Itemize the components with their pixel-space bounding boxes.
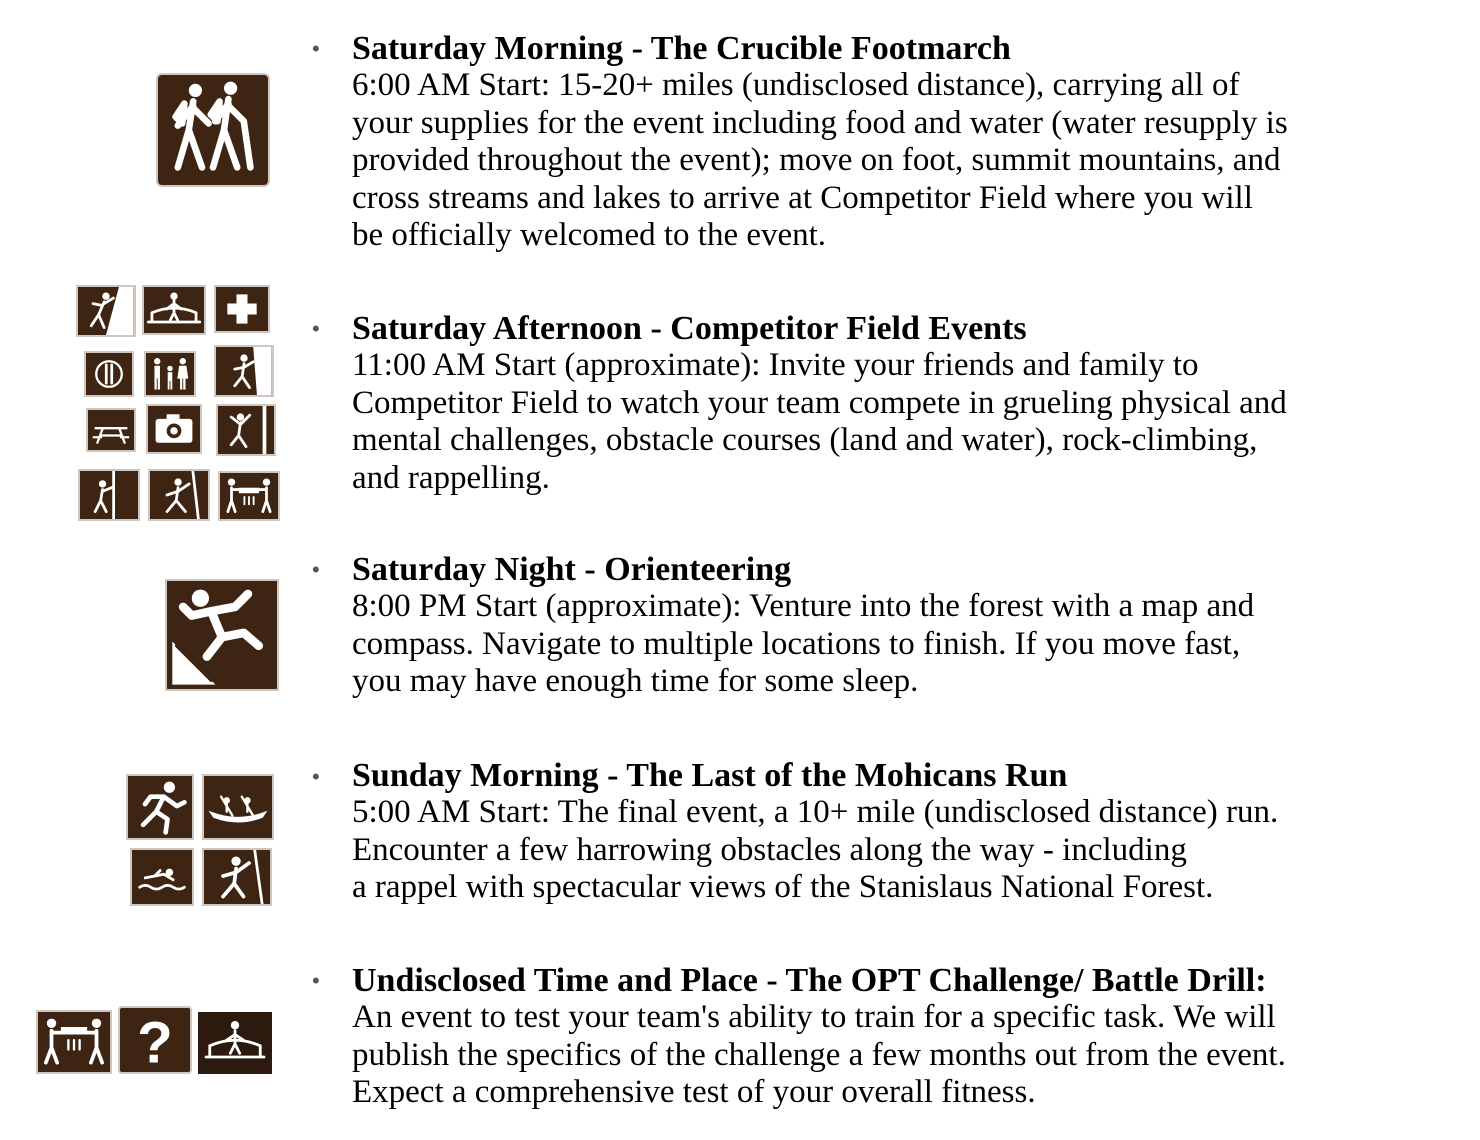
canoe-icon: [202, 774, 274, 840]
entry-line: you may have enough time for some sleep.: [352, 663, 919, 699]
rappelling-icon: [78, 469, 140, 521]
entry-line: your supplies for the event including food and water (water resupply is: [352, 104, 1288, 141]
entry-title: Saturday Night - Orienteering: [352, 551, 792, 588]
entry-saturday-morning: [352, 30, 1467, 255]
entry-bullet: •: [312, 557, 320, 582]
climber-icon: [202, 848, 272, 906]
carry-icon: [218, 471, 280, 521]
entry-line: 5:00 AM Start: The final event, a 10+ mile (undisclosed distance) run.: [352, 794, 1279, 830]
carry-icon: [36, 1010, 112, 1074]
entry-line: An event to test your team's ability to train for a specific task. We will: [352, 999, 1276, 1035]
entry-title: Undisclosed Time and Place - The OPT Challenge/ Battle Drill:: [352, 962, 1267, 999]
entry-line: a rappel with spectacular views of the Stanislaus National Forest.: [352, 869, 1214, 905]
entry-line: Competitor Field to watch your team compete in grueling physical and: [352, 384, 1287, 421]
entry-line: mental challenges, obstacle courses (land and water), rock-climbing,: [352, 422, 1258, 458]
restaurant-icon: [84, 351, 134, 397]
entry-line: Encounter a few harrowing obstacles along the way - including: [352, 831, 1187, 868]
entry-line: cross streams and lakes to arrive at Competitor Field where you will: [352, 179, 1253, 216]
entry-sunday-morning: [352, 757, 1467, 907]
entry-line: be officially welcomed to the event.: [352, 217, 827, 253]
entry-bullet: •: [312, 968, 320, 993]
hikers-icon: [156, 73, 270, 187]
camera-icon: [146, 404, 202, 454]
entry-line: publish the specifics of the challenge a few months out from the event.: [352, 1036, 1286, 1073]
entry-title: Sunday Morning - The Last of the Mohicans Run: [352, 757, 1068, 794]
entry-line: provided throughout the event); move on foot, summit mountains, and: [352, 142, 1281, 178]
climbing-figure-icon: [148, 469, 210, 521]
entry-line: Expect a comprehensive test of your overall fitness.: [352, 1074, 1036, 1110]
runner-icon: [126, 774, 194, 840]
swimming-icon: [130, 848, 194, 906]
entry-bullet: •: [312, 316, 320, 341]
entry-line: and rappelling.: [352, 459, 550, 496]
family-icon: [144, 351, 196, 397]
climber-icon: [214, 345, 274, 397]
orienteering-icon: [165, 579, 279, 691]
picnic-table-icon: [86, 408, 136, 452]
entry-saturday-afternoon: [352, 310, 1467, 497]
entry-bullet: •: [312, 36, 320, 61]
entry-line: 6:00 AM Start: 15-20+ miles (undisclosed distance), carrying all of: [352, 67, 1240, 103]
entry-line: 11:00 AM Start (approximate): Invite your friends and family to: [352, 347, 1199, 383]
svg-text:?: ?: [137, 1010, 173, 1072]
entry-bullet: •: [312, 764, 320, 789]
rope-climb-icon: [216, 404, 276, 456]
entry-line: compass. Navigate to multiple locations to finish. If you move fast,: [352, 625, 1241, 662]
entry-line: 8:00 PM Start (approximate): Venture into the forest with a map and: [352, 588, 1255, 624]
rope-bridge-icon: [142, 285, 206, 335]
entry-saturday-night: [352, 551, 1467, 701]
entry-title: Saturday Afternoon - Competitor Field Events: [352, 310, 1027, 347]
first-aid-icon: [214, 285, 270, 333]
rock-climbing-icon: [76, 285, 136, 337]
question-mark-icon: [118, 1006, 192, 1074]
entry-opt-challenge: [352, 962, 1467, 1112]
rope-bridge-icon: [198, 1012, 272, 1074]
entry-title: Saturday Morning - The Crucible Footmarch: [352, 30, 1011, 67]
